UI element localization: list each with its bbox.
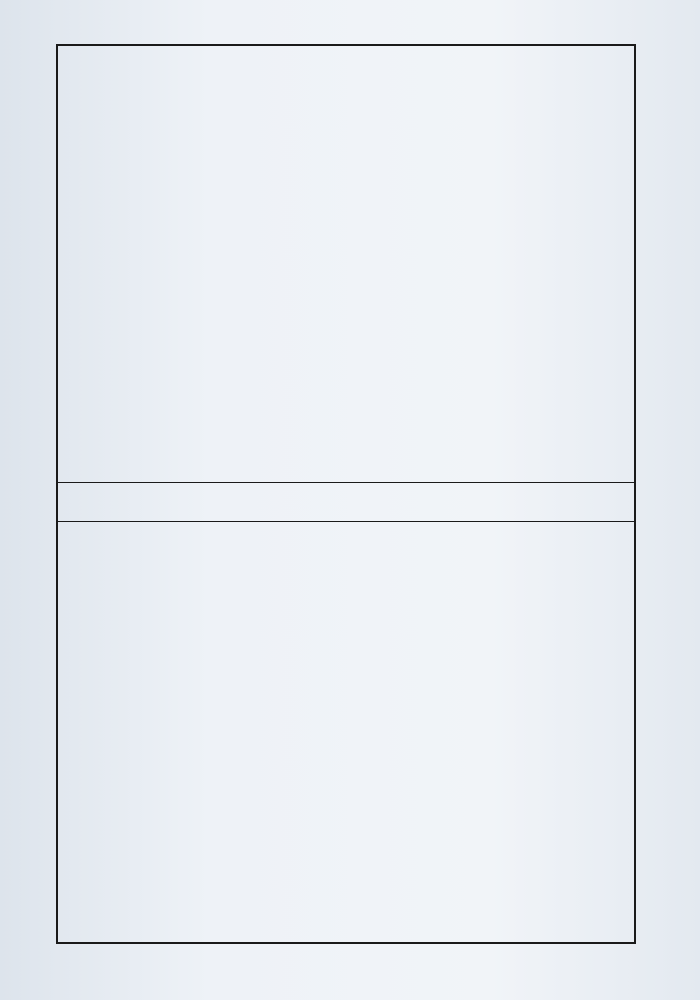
genealogy-frame <box>56 44 636 944</box>
divider-band <box>58 482 634 522</box>
top-panel <box>58 52 634 478</box>
bottom-panel <box>58 526 634 940</box>
